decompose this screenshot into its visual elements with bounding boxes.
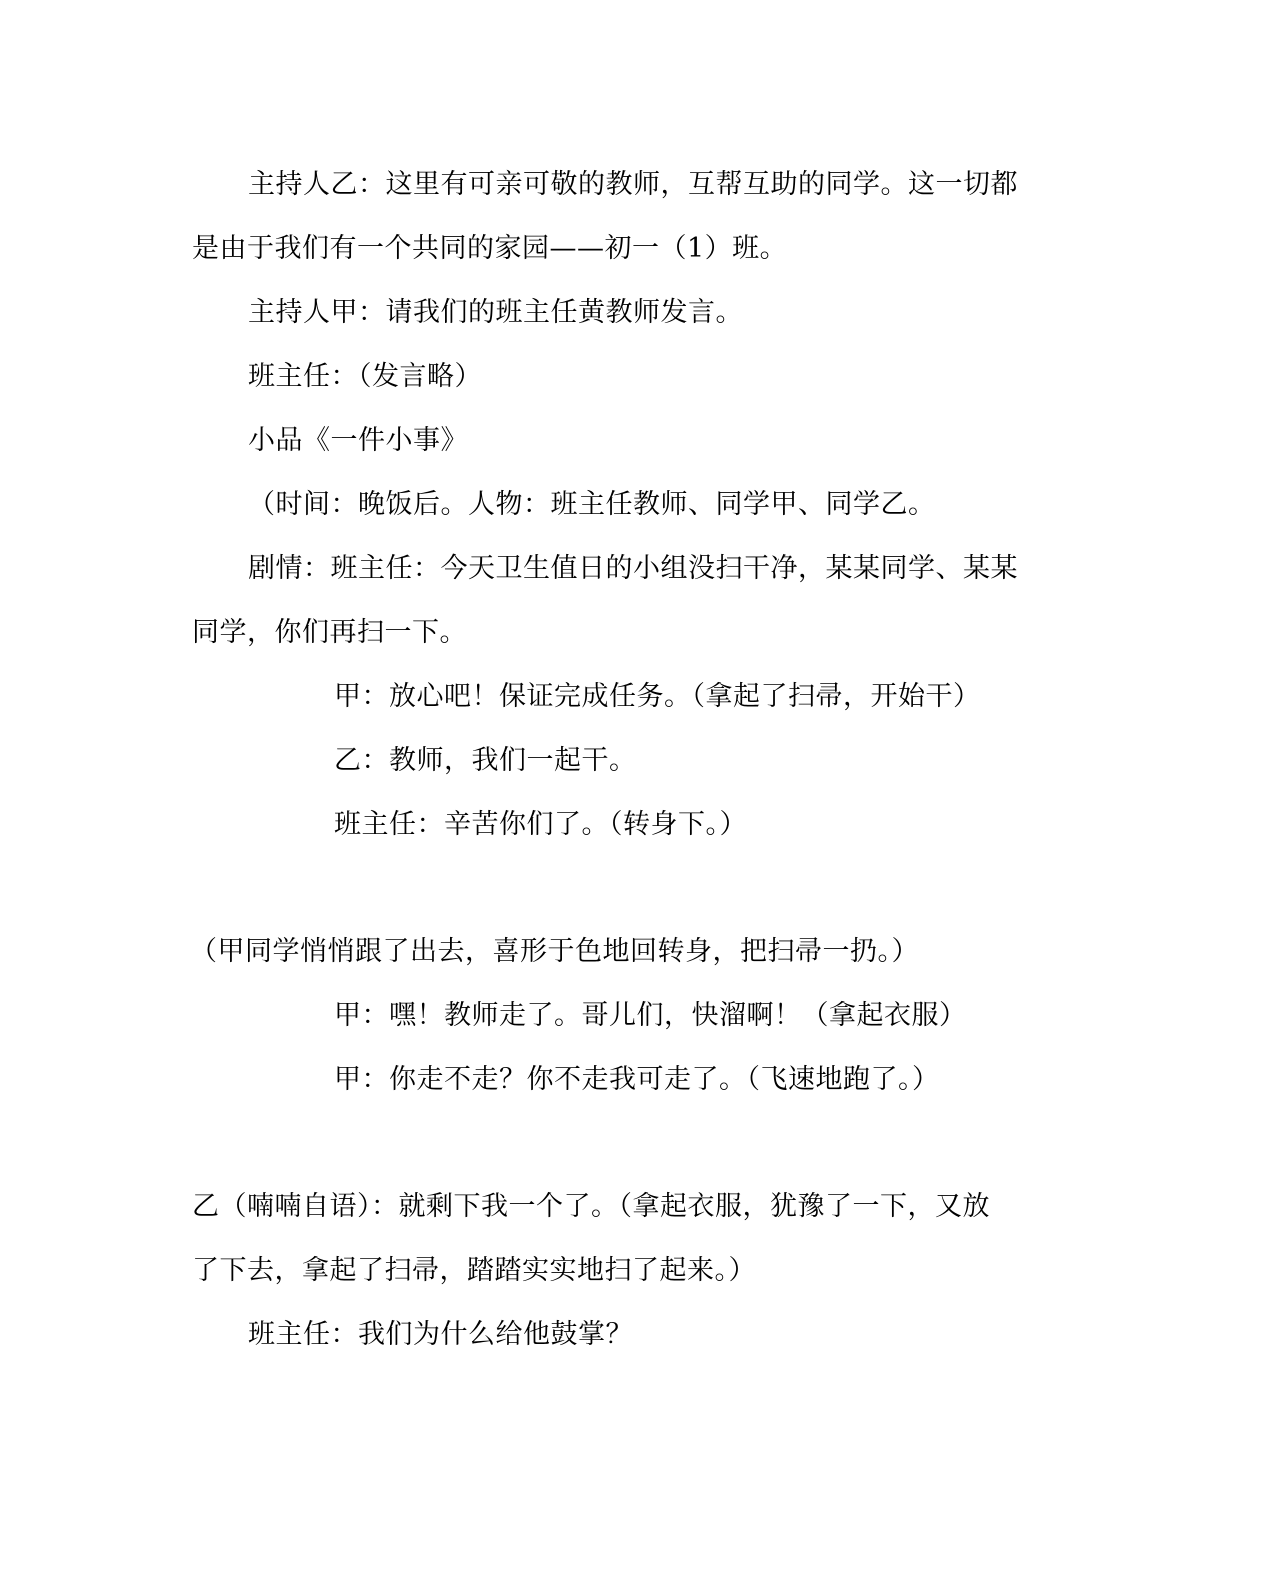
text-line: 乙（喃喃自语）：就剩下我一个了。（拿起衣服，犹豫了一下，又放 — [192, 1191, 990, 1222]
text-line: 班主任：辛苦你们了。（转身下。） — [334, 809, 747, 840]
text-line: 甲：放心吧！保证完成任务。（拿起了扫帚，开始干） — [334, 681, 981, 712]
text-line: 班主任：（发言略） — [248, 361, 482, 392]
text-line: 甲：嘿！教师走了。哥儿们，快溜啊！（拿起衣服） — [334, 1000, 967, 1031]
text-line: 甲：你走不走？你不走我可走了。（飞速地跑了。） — [334, 1064, 940, 1095]
text-line: 同学，你们再扫一下。 — [192, 617, 467, 648]
text-line: 小品《一件小事》 — [248, 425, 468, 456]
text-line: 主持人甲：请我们的班主任黄教师发言。 — [248, 297, 743, 328]
text-line: 是由于我们有一个共同的家园——初一（1）班。 — [192, 233, 788, 264]
text-line: 了下去，拿起了扫帚，踏踏实实地扫了起来。） — [192, 1255, 756, 1286]
text-line: （时间：晚饭后。人物：班主任教师、同学甲、同学乙。 — [248, 489, 936, 520]
text-line: 主持人乙：这里有可亲可敬的教师，互帮互助的同学。这一切都 — [248, 169, 1018, 200]
text-line: 乙：教师，我们一起干。 — [334, 745, 637, 776]
text-line: （甲同学悄悄跟了出去，喜形于色地回转身，把扫帚一扔。） — [190, 936, 919, 967]
text-line: 剧情：班主任：今天卫生值日的小组没扫干净，某某同学、某某 — [248, 553, 1018, 584]
text-line: 班主任：我们为什么给他鼓掌？ — [248, 1319, 633, 1350]
